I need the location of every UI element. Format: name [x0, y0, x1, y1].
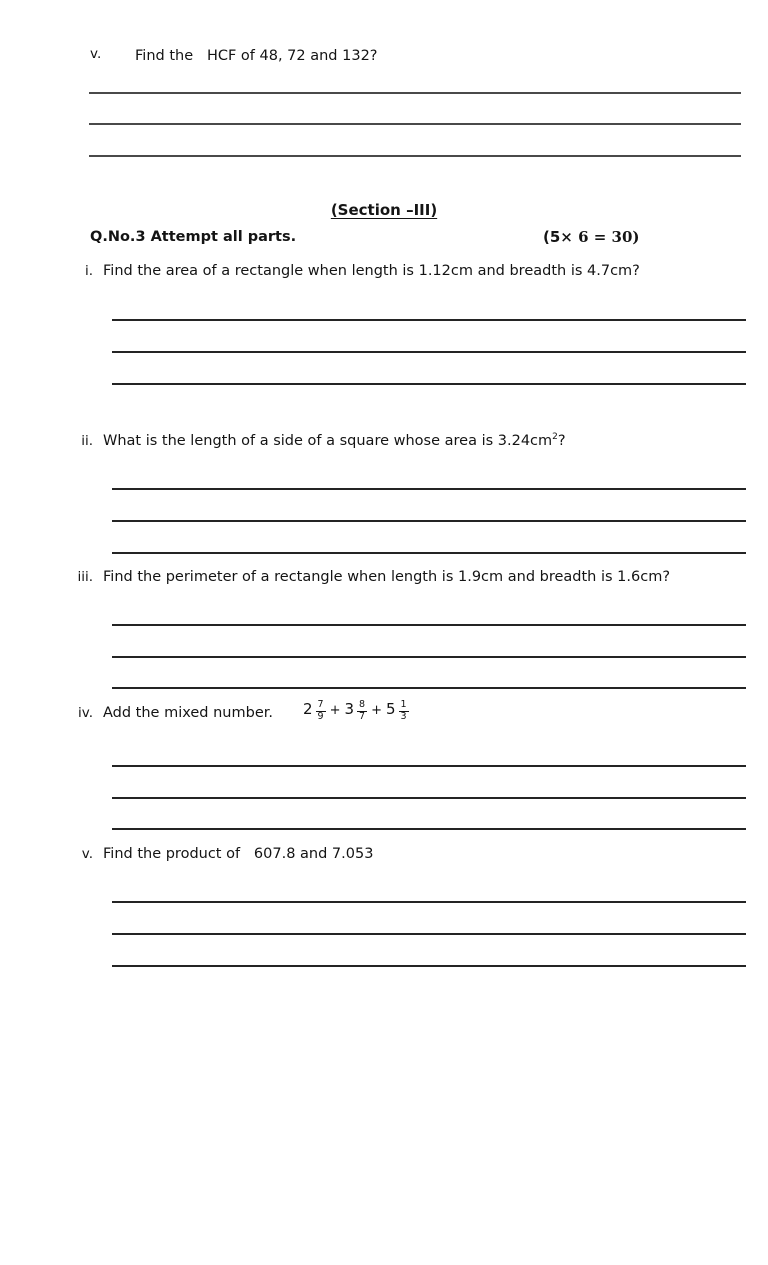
section-heading: [0, 200, 768, 220]
question-text: Find the perimeter of a rectangle when length is 1.9cm and breadth is 1.6cm?: [103, 569, 671, 585]
question-row-i: [0, 261, 768, 287]
answer-line: [112, 351, 746, 353]
mixed-number-whole: 3: [344, 700, 355, 718]
instruction-row: [0, 227, 768, 253]
question-numeral: v.: [81, 846, 93, 862]
answer-line: [112, 965, 746, 967]
question-row-iii: [0, 567, 768, 593]
answer-line: [112, 624, 746, 626]
mixed-number-whole: 2: [303, 700, 313, 718]
answer-line: [112, 520, 746, 522]
plus-operator: +: [329, 703, 341, 718]
question-row-ii: [0, 431, 768, 457]
answer-line: [112, 765, 746, 767]
marks-expression: × 6 = 30): [560, 228, 640, 246]
fraction-numerator: 7: [317, 699, 324, 711]
instruction-text: Q.No.3 Attempt all parts.: [90, 229, 297, 245]
question-text-before-sup: What is the length of a side of a square whose area is 3.24cm: [103, 433, 553, 449]
marks-lead: (5: [543, 228, 561, 246]
question-text: Add the mixed number.: [103, 705, 273, 721]
answer-line: [112, 488, 746, 490]
question-row-v: [0, 844, 768, 870]
answer-line: [112, 828, 746, 830]
answer-line: [112, 383, 746, 385]
question-text-after-sup: ?: [557, 433, 566, 449]
answer-line: [112, 319, 746, 321]
plus-operator: +: [371, 703, 382, 718]
question-numeral: i.: [84, 263, 93, 279]
answer-line: [89, 92, 741, 94]
answer-line: [112, 552, 746, 554]
fraction-numerator: 1: [400, 699, 407, 711]
fraction: [399, 700, 409, 723]
mixed-number-whole: 5: [386, 700, 396, 718]
marks-allocation: [543, 227, 640, 248]
answer-line: [112, 933, 746, 935]
question-numeral: v.: [90, 46, 102, 62]
answer-line: [112, 797, 746, 799]
question-text: Find the area of a rectangle when length is 1.12cm and breadth is 4.7cm?: [103, 263, 640, 279]
question-text: Find the HCF of 48, 72 and 132?: [135, 48, 378, 64]
question-text: Find the product of 607.8 and 7.053: [103, 846, 374, 862]
fraction-denominator: 3: [400, 711, 407, 723]
answer-line: [112, 687, 746, 689]
fraction-denominator: 7: [359, 711, 366, 723]
fraction: [357, 700, 367, 723]
answer-line: [89, 155, 741, 157]
answer-line: [89, 123, 741, 125]
question-numeral: iv.: [78, 705, 93, 721]
question-row-prev-v: [0, 46, 768, 72]
question-text: [103, 431, 566, 451]
fraction-denominator: 9: [317, 711, 324, 723]
answer-line: [112, 901, 746, 903]
question-row-iv: [0, 699, 768, 729]
fraction-numerator: 8: [359, 699, 366, 711]
fraction: [316, 700, 326, 723]
question-numeral: ii.: [81, 433, 93, 449]
answer-line: [112, 656, 746, 658]
section-heading-text: (Section –III): [330, 201, 438, 219]
mixed-number-expression: [303, 700, 409, 723]
question-numeral: iii.: [77, 569, 93, 585]
squared-superscript: 2: [552, 432, 558, 443]
